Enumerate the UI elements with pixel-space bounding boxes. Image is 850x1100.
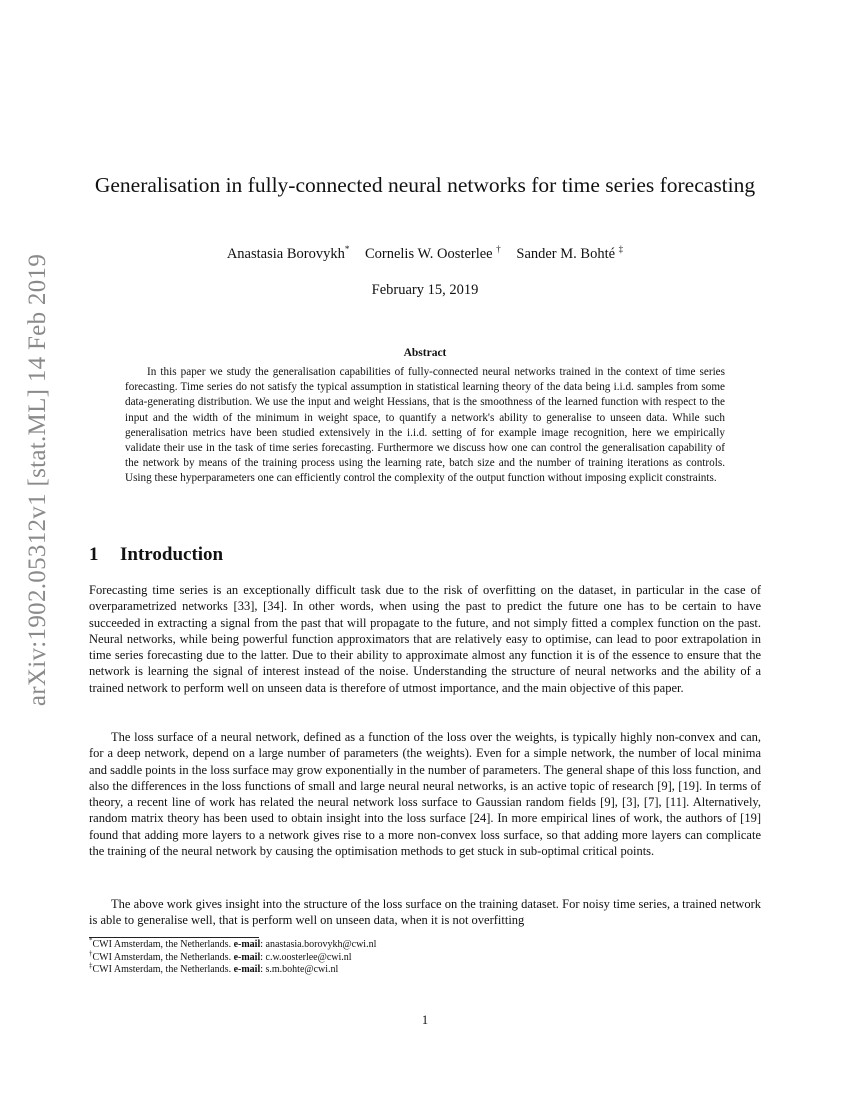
footnote-mark: ‡ [89,961,93,970]
footnote-3: ‡CWI Amsterdam, the Netherlands. e-mail: s.m.bohte@cwi.nl [89,961,339,976]
abstract-heading: Abstract [403,347,447,359]
author-2 [365,246,501,262]
author-name: Anastasia Borovykh [226,246,345,262]
page-number: 1 [421,1013,429,1027]
footnote-mark: * [89,936,93,945]
footnote-affiliation: CWI Amsterdam, the Netherlands. [92,951,232,963]
author-list [90,246,760,263]
footnotes [89,936,761,977]
body-paragraph-3: The above work gives insight into the structure of the loss surface on the training dataset. For noisy time series, a trained network is able to generalise well, that is perform well on unseen data, when it is not overfitting [89,897,761,928]
author-3 [516,246,623,262]
footnote-divider [89,937,259,938]
author-footnote-mark: ‡ [618,244,624,255]
abstract-text: In this paper we study the generalisation capabilities of fully-connected neural networks trained in the context of time series forecasting. Time series do not satisfy the typical assumption in statistical learning theory of the data being i.i.d. samples from some data-generating distribution. We use the input and weight Hessians, that is the smoothness of the learned function with respect to the input and the width of the minimum in weight space, to quantify a network's ability to generalise to unseen data. While such generalisation metrics have been studied extensively in the i.i.d. setting of for example image recognition, here we empirically validate their use in the task of time series forecasting. Furthermore we discuss how one can control the generalisation capability of the network by means of the training process using the learning rate, batch size and the number of training iterations as controls. Using these hyperparameters one can efficiently control the complexity of the output function without imposing explicit constraints. [125,366,725,485]
author-footnote-mark: † [496,244,501,255]
footnote-2: †CWI Amsterdam, the Netherlands. e-mail: c.w.oosterlee@cwi.nl [89,949,352,963]
footnote-email: c.w.oosterlee@cwi.nl [265,951,352,963]
author-name: Cornelis W. Oosterlee [364,246,493,262]
arxiv-sidebar [18,253,58,707]
section-title: Introduction [120,544,224,565]
footnote-affiliation: CWI Amsterdam, the Netherlands. [92,939,232,950]
author-name: Sander M. Bohté [516,246,616,262]
paper-title: Generalisation in fully-connected neural networks for time series forecasting [94,173,756,197]
footnote-1: *CWI Amsterdam, the Netherlands. e-mail: anastasia.borovykh@cwi.nl [89,936,377,950]
footnote-affiliation: CWI Amsterdam, the Netherlands. [92,964,232,976]
footnote-email-label: e-mail [233,951,261,963]
author-footnote-mark: * [344,244,350,255]
arxiv-identifier: arXiv:1902.05312v1 [stat.ML] 14 Feb 2019 [24,253,51,707]
footnote-email: s.m.bohte@cwi.nl [265,964,339,976]
footnote-email-label: e-mail [233,964,261,976]
publication-date: February 15, 2019 [371,282,479,298]
footnote-email: anastasia.borovykh@cwi.nl [265,939,377,950]
section-heading [89,544,223,566]
footnote-email-label: e-mail [233,939,261,950]
footnote-mark: † [89,949,93,958]
author-1 [227,246,350,262]
section-number: 1 [89,544,99,565]
body-paragraph-1: Forecasting time series is an exceptionally difficult task due to the risk of overfitting on the dataset, in particular in the case of overparametrized networks [33], [34]. In other words, when using the past to predict the future one has to be certain to have succeeded in extracting a signal from the past that will propagate to the future, and not simply fitted a complex function on the past. Neural networks, while being powerful function approximators that are relatively easy to optimise, can lead to poor extrapolation in time series forecasting due to the latter. Due to their ability to approximate almost any function it is of the essence to ensure that the network is learning the signal of interest instead of the noise. Understanding the structure of neural networks and the ability of a trained network to perform well on unseen data is therefore of utmost importance, and the main objective of this paper. [89,583,761,695]
body-paragraph-2: The loss surface of a neural network, defined as a function of the loss over the weights, is typically highly non-convex and can, for a deep network, depend on a large number of parameters (the weights). Even for a simple network, the number of local minima and saddle points in the loss surface may grow exponentially in the number of parameters. The general shape of this loss function, and also the differences in the loss functions of small and large neural neural networks, is an active topic of research [9], [19]. In terms of theory, a recent line of work has related the neural network loss surface to Gaussian random fields [9], [3], [7], [11]. Alternatively, random matrix theory has been used to obtain insight into the loss surface [24]. In more empirical lines of work, the authors of [19] found that adding more layers to a network gives rise to a more non-convex loss surface, so that adding more layers can complicate the training of the neural network by causing the optimisation methods to get stuck in sub-optimal critical points. [89,730,761,858]
